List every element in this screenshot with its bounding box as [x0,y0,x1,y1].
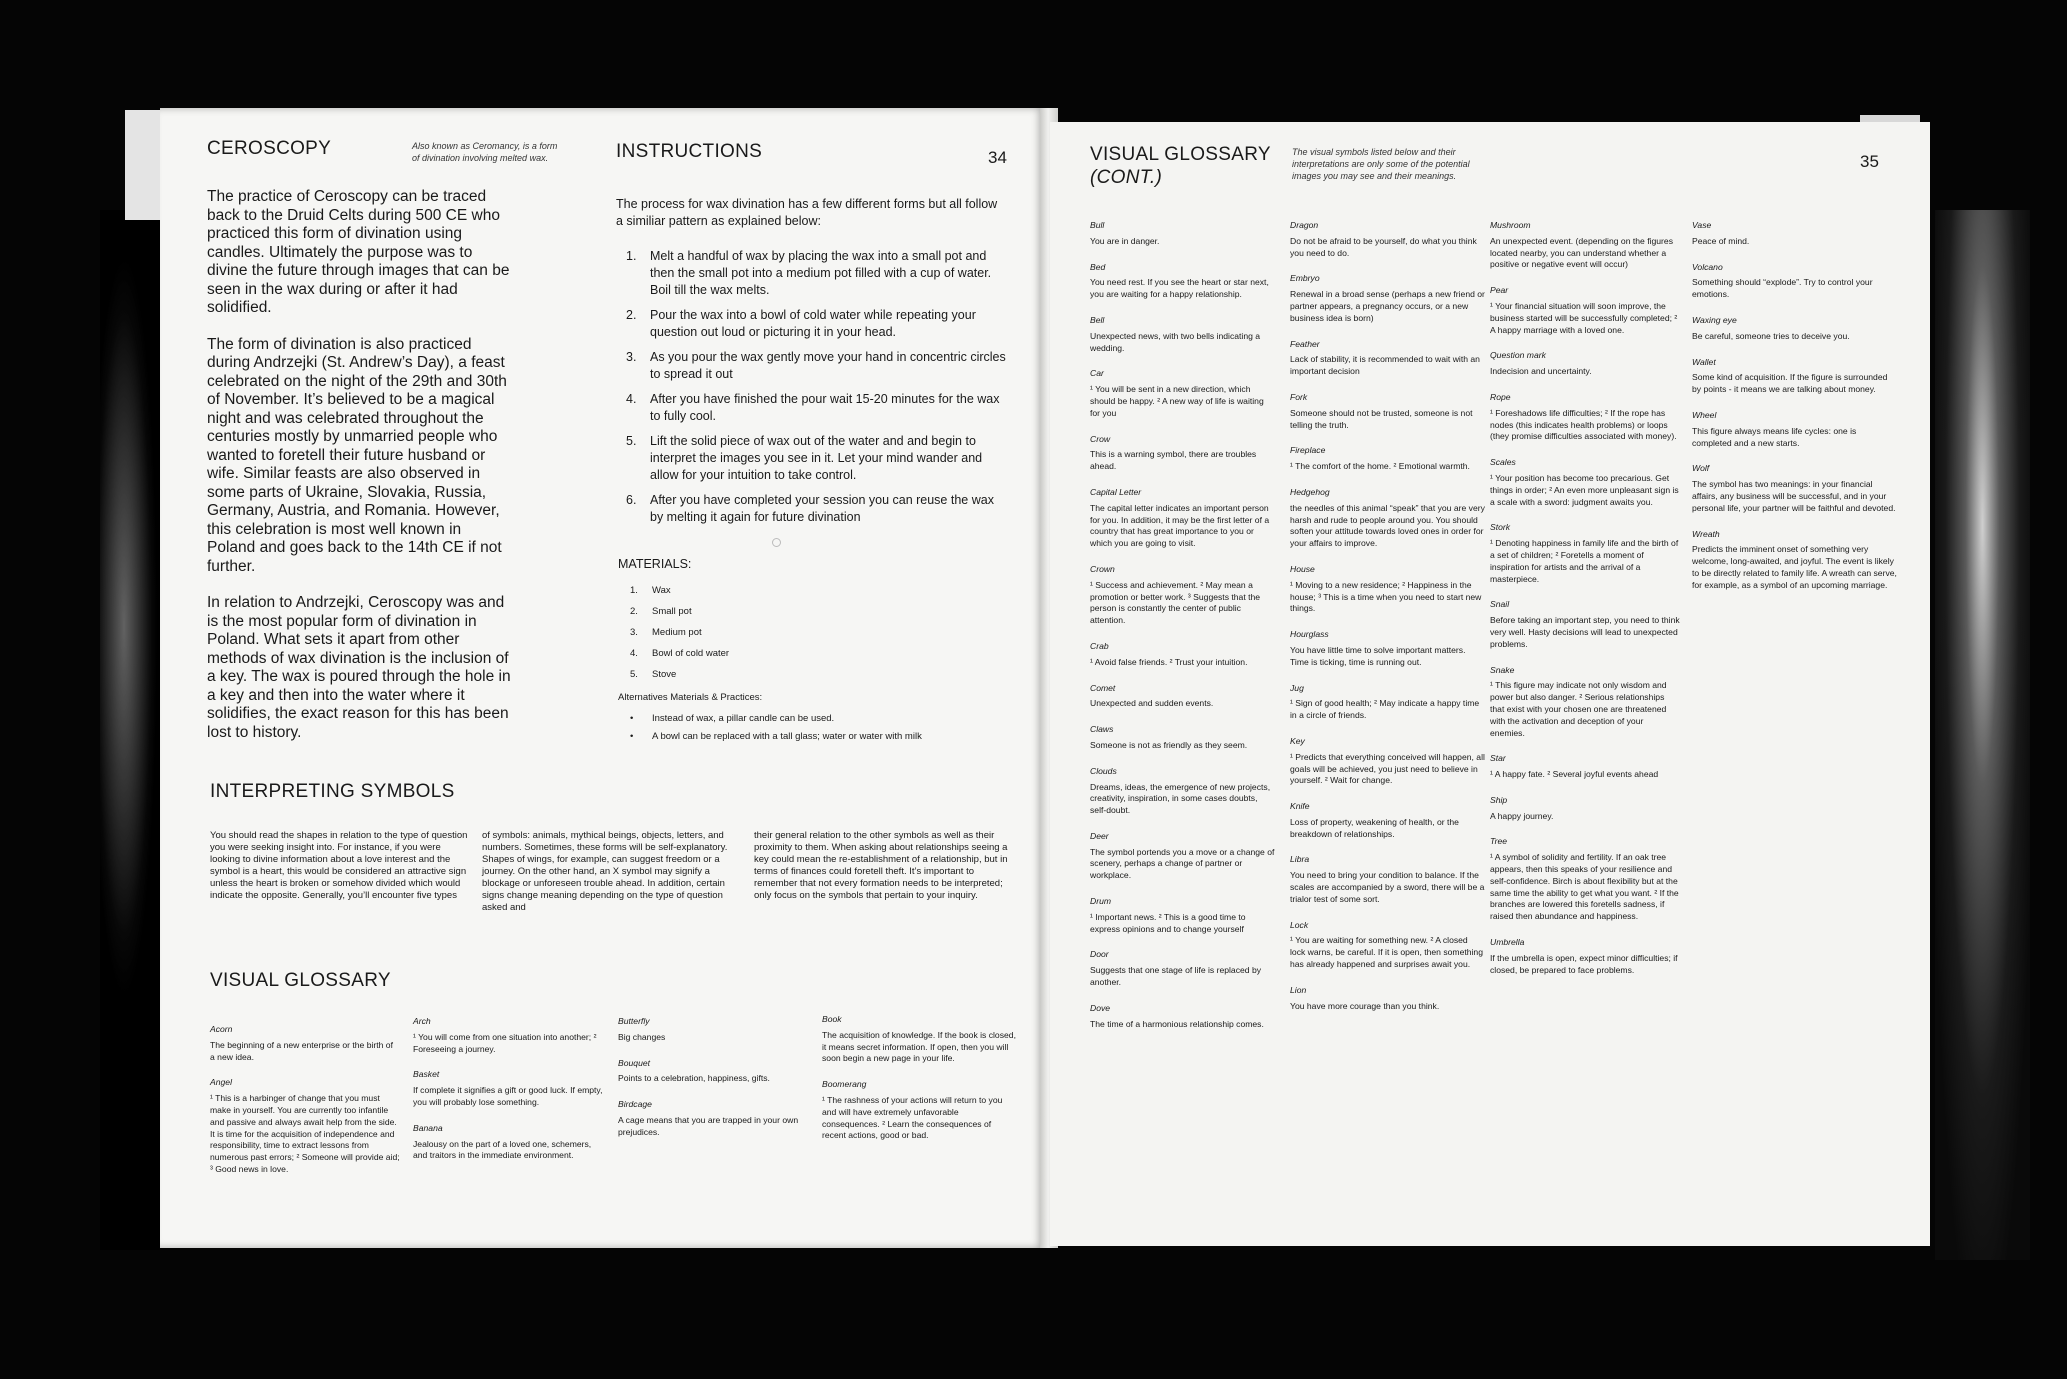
paragraph: The form of divination is also practiced during Andrzejki (St. Andrew’s Day), a feast celebrated on the night of the 29th and 30th of November. It’s believed to be a magical night and was celebrated throughout the centuries mostly by unmarried people who wanted to foretell their future husband or wife. Similar feasts are also observed in some parts of Ukraine, Slovakia, Russia, Germany, Austria, and Romania. However, this celebration is most well known in Poland and goes back to the 14th CE if not further. [207,335,507,575]
material-item: 5. Stove [630,669,677,680]
glossary-entry: Butterfly Big changes [618,1016,666,1042]
glossary-entry: Lock ¹ You are waiting for something new. ² A closed lock warns, be careful. If it is open, then something has already happened and surprises await you. [1290,919,1483,970]
glossary-cont-tagline: The visual symbols listed below and their interpretations are only some of the potential images you may see and their meanings. [1292,147,1470,181]
glossary-entry: Embryo Renewal in a broad sense (perhaps a new friend or partner appears, a pregnancy occurs, or a new business idea is born) [1290,273,1485,323]
alternatives-list [618,711,1018,747]
glossary-entry: Bell Unexpected news, with two bells indicating a wedding. [1090,314,1261,353]
interpreting-col-2: of symbols: animals, mythical beings, objects, letters, and numbers. Sometimes, these forms will be self-explanatory. Shapes of wings, for example, can suggest freedom or a journey. On the other hand, an X symbol may signify a blockage or unforeseen trouble ahead. In addition, certain signs change meaning depending on the type of question asked and [482,830,728,913]
glossary-entry: Umbrella If the umbrella is open, expect minor difficulties; if closed, be prepared to face problems. [1490,937,1678,975]
background-photo-right [1935,210,2030,1260]
binding-hole [772,538,781,547]
glossary-entry: Crow This is a warning symbol, there are troubles ahead. [1090,433,1257,472]
materials-title: MATERIALS: [618,557,692,571]
glossary-entry: Bed You need rest. If you see the heart or star next, you are waiting for a happy relationship. [1090,261,1269,300]
alternative-item: • A bowl can be replaced with a tall glass; water or water with milk [630,731,922,742]
instructions-intro: The process for wax divination has a few different forms but all follow a similiar pattern as explained below: [616,197,998,228]
page-number: 34 [988,148,1007,167]
interpreting-col-3: their general relation to the other symbols as well as their proximity to them. When asking about relationships seeing a key could mean the re-establishment of a relationship, but in terms of finances could foretell theft. It’s important to remember that not every formation needs to be interpreted; only focus on the symbols that pertain to your inquiry. [754,830,1008,901]
ceroscopy-body [207,188,512,742]
glossary-entry: Car ¹ You will be sent in a new direction, which should be happy. ² A new way of life is waiting for you [1090,368,1264,418]
glossary-entry: Deer The symbol portends you a move or a change of scenery, perhaps a change of partner or workplace. [1090,830,1275,881]
instructions-steps [616,248,1006,534]
glossary-entry: Comet Unexpected and sudden events. [1090,682,1214,709]
glossary-entry: Crown ¹ Success and achievement. ² May mean a promotion or better work. ³ Suggests that the person is constantly the center of public attention. [1090,563,1261,626]
glossary-entry: Libra You need to bring your condition to balance. If the scales are accompanied by a sword, there will be a trialor test of some sort. [1290,854,1485,904]
page-number: 35 [1860,152,1879,171]
glossary-cont-col-3 [1490,220,1680,990]
glossary-entry: Fork Someone should not be trusted, someone is not telling the truth. [1290,391,1473,430]
paragraph: In relation to Andrzejki, Ceroscopy was and is the most popular form of divination in Poland. What sets it apart from other methods of wax divination is the inclusion of a key. The wax is poured through the hole in a key and then into the water where it solidifies, the exact reason for this has been lost to history. [207,594,511,741]
alternatives-title: Alternatives Materials & Practices: [618,692,763,703]
glossary-entry: Tree ¹ A symbol of solidity and fertility. If an oak tree appears, then this speaks of your resilience and self-confidence. Birch is about flexibility but at the same time the ability to get what you want. ² If the branches are lowered this foretells sadness, if raised then abundance and happiness. [1490,836,1679,922]
glossary-col-1 [210,1024,400,1190]
materials-list [618,582,918,687]
instructions-title: INSTRUCTIONS [616,141,763,162]
glossary-entry: Dove The time of a harmonious relationship comes. [1090,1002,1264,1029]
glossary-entry: Waxing eye Be careful, someone tries to deceive you. [1692,314,1850,341]
glossary-entry: Door Suggests that one stage of life is replaced by another. [1090,949,1262,988]
glossary-entry: Star ¹ A happy fate. ² Several joyful events ahead [1490,753,1659,780]
material-item: 2. Small pot [630,606,692,617]
glossary-entry: Stork ¹ Denoting happiness in family life and the birth of a set of children; ² Foretells a moment of inspiration for artists and the arrival of a masterpiece. [1490,522,1679,584]
step-4: 4. After you have finished the pour wait 15-20 minutes for the wax to fully cool. [626,392,1000,423]
glossary-entry: Clouds Dreams, ideas, the emergence of new projects, creativity, inspiration, in some cases doubts, self-doubt. [1090,765,1271,816]
paragraph: The practice of Ceroscopy can be traced back to the Druid Celts during 500 CE who practiced this form of divination using candles. Ultimately the purpose was to divine the future through images that can be seen in the wax during or after it had solidified. [207,188,510,316]
glossary-entry: Wheel This figure always means life cycles: one is completed and a new starts. [1692,409,1857,448]
glossary-entry: Acorn The beginning of a new enterprise or the birth of a new idea. [210,1024,393,1062]
glossary-entry: Capital Letter The capital letter indicates an important person for you. In addition, it may be the first letter of a country that has great importance to you or which you are going to visit. [1090,486,1270,549]
glossary-cont-title: VISUAL GLOSSARY [1090,144,1271,165]
glossary-entry: Mushroom An unexpected event. (depending on the figures located nearby, you can understand whether a positive or negative event will occur) [1490,220,1673,270]
glossary-entry: Claws Someone is not as friendly as they seem. [1090,724,1248,750]
right-page [1050,122,1930,1246]
glossary-entry: Arch ¹ You will come from one situation into another; ² Foreseeing a journey. [413,1016,597,1054]
glossary-entry: Ship A happy journey. [1490,794,1554,821]
glossary-col-2 [413,1016,603,1176]
glossary-entry: Angel ¹ This is a harbinger of change that you must make in yourself. You are currently too infantile and passive and always await help from the side. It is time for the acquisition of independence and responsibility, time to extract lessons from numerous past errors; ² Someone will provide aid; ³ Good news in love. [210,1077,400,1174]
glossary-entry: Question mark Indecision and uncertainty. [1490,350,1592,377]
glossary-entry: Drum ¹ Important news. ² This is a good time to express opinions and to change yourself [1090,896,1246,934]
material-item: 1. Wax [630,585,671,596]
glossary-entry: Wolf The symbol has two meanings: in your financial affairs, any business will be successful, and in your personal life, your partner will be faithful and devoted. [1692,463,1896,513]
interpreting-col-1: You should read the shapes in relation to the type of question you were seeking insight into. For instance, if you were looking to divine information about a love interest and the symbol is a heart, this would be considered an attractive sign unless the heart is broken or somehow divided which would indicate the opposite. Generally, you’ll encounter five types [210,830,468,901]
step-2: 2. Pour the wax into a bowl of cold water while repeating your question out loud or picturing it in your head. [626,308,976,339]
glossary-entry: Scales ¹ Your position has become too precarious. Get things in order; ² An even more unpleasant sign is a scale with a sword: judgment awaits you. [1490,457,1679,507]
glossary-entry: Banana Jealousy on the part of a loved one, schemers, and traitors in the immediate environment. [413,1122,592,1161]
glossary-entry: Snail Before taking an important step, you need to think very well. Hasty decisions will lead to unexpected problems. [1490,599,1680,649]
glossary-col-4 [822,1014,1017,1156]
glossary-entry: Dragon Do not be afraid to be yourself, do what you think you need to do. [1290,220,1477,258]
glossary-entry: Vase Peace of mind. [1692,220,1750,246]
glossary-cont-col-2 [1290,220,1485,1026]
step-6: 6. After you have completed your session you can reuse the wax by melting it again for future divination [626,493,994,524]
glossary-entry: Rope ¹ Foreshadows life difficulties; ² If the rope has nodes (this indicates health problems) or loops (they promise difficulties associated with money). [1490,391,1677,442]
glossary-entry: Book The acquisition of knowledge. If the book is closed, it means secret information. If open, then you will soon begin a new page in your life. [822,1014,1016,1064]
glossary-entry: Hourglass You have little time to solve important matters. Time is ticking, time is running out. [1290,629,1466,667]
step-5: 5. Lift the solid piece of wax out of the water and and begin to interpret the images you see in it. Let your mind wander and allow for your intuition to take control. [626,434,983,482]
glossary-entry: Hedgehog the needles of this animal “speak” that you are very harsh and rude to people around you. You should soften your attitude towards loved ones in order for your affairs to improve. [1290,486,1485,549]
glossary-entry: Volcano Something should “explode”. Try to control your emotions. [1692,261,1873,300]
glossary-entry: Basket If complete it signifies a gift or good luck. If empty, you will probably lose something. [413,1069,603,1107]
material-item: 4. Bowl of cold water [630,648,730,659]
glossary-entry: Bouquet Points to a celebration, happiness, gifts. [618,1057,770,1084]
glossary-entry: Wallet Some kind of acquisition. If the figure is surrounded by points - it means we are talking about money. [1692,356,1888,395]
glossary-entry: Wreath Predicts the imminent onset of something very welcome, long-awaited, and joyful. The event is likely to be directly related to family life. A wreath can serve, for example, as a symbol of an upcoming marriage. [1692,528,1897,590]
glossary-entry: Lion You have more courage than you think. [1290,984,1440,1011]
glossary-entry: Jug ¹ Sign of good health; ² May indicate a happy time in a circle of friends. [1290,682,1480,721]
ceroscopy-title: CEROSCOPY [207,138,332,159]
glossary-entry: Knife Loss of property, weakening of health, or the breakdown of relationships. [1290,801,1459,839]
glossary-entry: Key ¹ Predicts that everything conceived will happen, all goals will be achieved, you just need to believe in yourself. ² Wait for change. [1290,735,1485,786]
left-page [160,108,1045,1248]
glossary-entry: Birdcage A cage means that you are trapped in your own prejudices. [618,1099,799,1137]
glossary-entry: Bull You are in danger. [1090,220,1160,246]
glossary-entry: Snake ¹ This figure may indicate not only wisdom and power but also danger. ² Serious relationships that exist with your chosen one are threatened with the activation and deception of your enemies. [1490,664,1667,738]
interpreting-title: INTERPRETING SYMBOLS [210,781,455,802]
alternative-item: • Instead of wax, a pillar candle can be used. [630,713,835,724]
glossary-entry: Crab ¹ Avoid false friends. ² Trust your intuition. [1090,640,1248,667]
step-1: 1. Melt a handful of wax by placing the wax into a small pot and then the small pot into a medium pot filled with a cup of water. Boil till the wax melts. [626,249,992,297]
glossary-entry: Boomerang ¹ The rashness of your actions will return to you and will have extremely unfavorable consequences. ² Learn the consequences of recent actions, good or bad. [822,1079,1003,1141]
glossary-cont-subtitle: (CONT.) [1090,167,1163,188]
glossary-entry: Pear ¹ Your financial situation will soon improve, the business started will be successfully completed; ² A happy marriage with a loved one. [1490,285,1678,335]
glossary-cont-col-1 [1090,220,1275,1044]
glossary-title: VISUAL GLOSSARY [210,970,391,991]
glossary-col-3 [618,1016,808,1153]
glossary-entry: Feather Lack of stability, it is recommended to wait with an important decision [1290,338,1480,377]
book-cover-edge-left [125,110,165,220]
material-item: 3. Medium pot [630,627,702,638]
glossary-cont-col-4 [1692,220,1897,606]
glossary-entry: Fireplace ¹ The comfort of the home. ² Emotional warmth. [1290,445,1470,472]
ceroscopy-tagline: Also known as Ceromancy, is a form of divination involving melted wax. [412,141,558,163]
step-3: 3. As you pour the wax gently move your hand in concentric circles to spread it out [626,350,1006,381]
glossary-entry: House ¹ Moving to a new residence; ² Happiness in the house; ³ This is a time when you need to start new things. [1290,563,1482,614]
